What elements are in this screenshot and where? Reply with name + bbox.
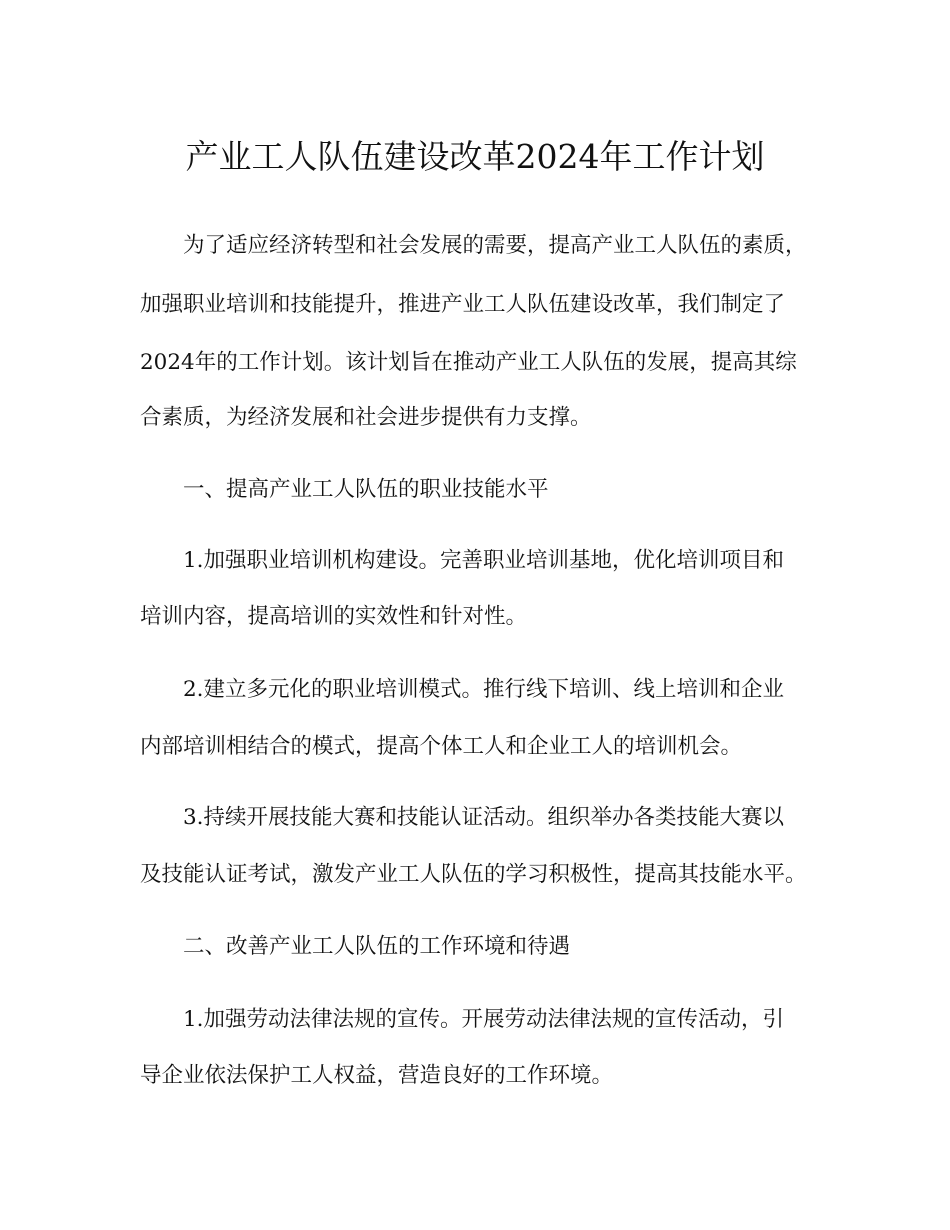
paragraph-line: 导企业依法保护工人权益，营造良好的工作环境。 bbox=[140, 1063, 614, 1088]
paragraph-line: 3.持续开展技能大赛和技能认证活动。组织举办各类技能大赛以 bbox=[183, 805, 785, 830]
paragraph-line: 内部培训相结合的模式，提高个体工人和企业工人的培训机会。 bbox=[140, 734, 743, 759]
paragraph-line: 合素质，为经济发展和社会进步提供有力支撑。 bbox=[140, 405, 592, 430]
paragraph-line: 为了适应经济转型和社会发展的需要，提高产业工人队伍的素质， bbox=[183, 233, 807, 258]
paragraph-line: 培训内容，提高培训的实效性和针对性。 bbox=[140, 604, 528, 629]
paragraph-line: 1.加强职业培训机构建设。完善职业培训基地，优化培训项目和 bbox=[183, 548, 785, 573]
paragraph-line: 1.加强劳动法律法规的宣传。开展劳动法律法规的宣传活动，引 bbox=[183, 1007, 785, 1032]
paragraph-line: 及技能认证考试，激发产业工人队伍的学习积极性，提高其技能水平。 bbox=[140, 862, 807, 887]
section-heading: 二、改善产业工人队伍的工作环境和待遇 bbox=[183, 934, 571, 959]
paragraph-line: 2.建立多元化的职业培训模式。推行线下培训、线上培训和企业 bbox=[183, 677, 785, 702]
paragraph-line: 2024年的工作计划。该计划旨在推动产业工人队伍的发展，提高其综 bbox=[140, 350, 797, 375]
document-title: 产业工人队伍建设改革2024年工作计划 bbox=[185, 137, 765, 176]
section-heading: 一、提高产业工人队伍的职业技能水平 bbox=[183, 477, 549, 502]
paragraph-line: 加强职业培训和技能提升，推进产业工人队伍建设改革，我们制定了 bbox=[140, 292, 786, 317]
